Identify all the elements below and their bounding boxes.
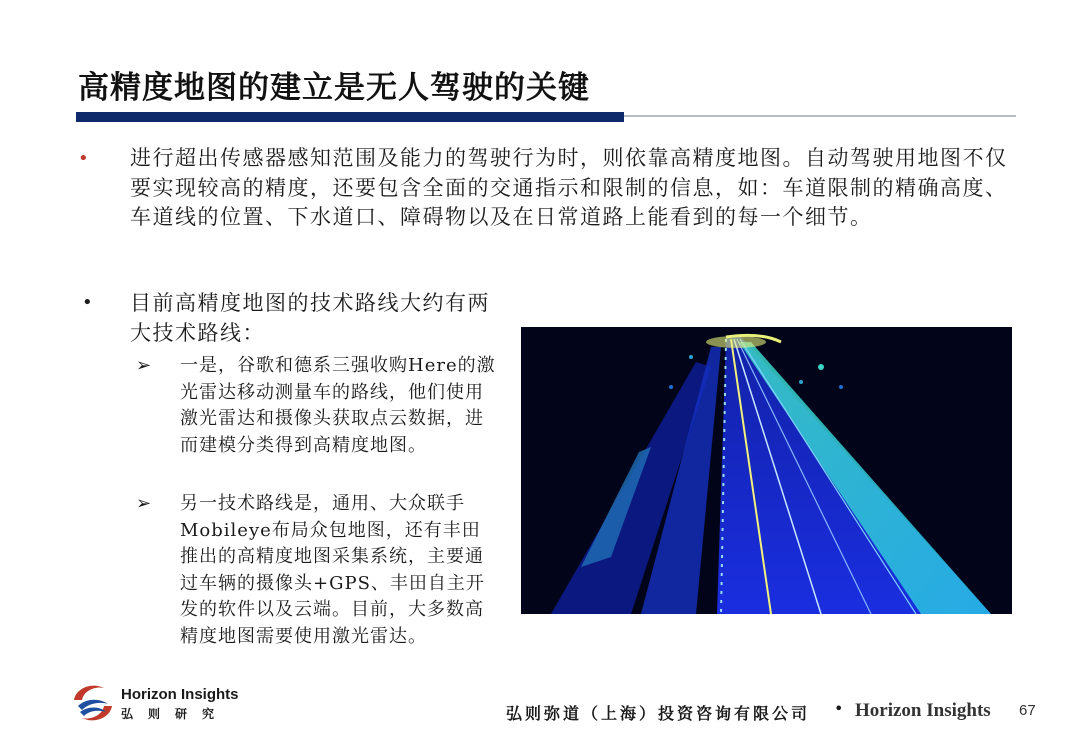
bullet-marker: • xyxy=(82,292,93,313)
logo-text-cn: 弘则研究 xyxy=(121,707,230,721)
footer-separator: • xyxy=(834,699,844,718)
arrow-bullet-icon: ➢ xyxy=(136,355,152,376)
page-number: 67 xyxy=(1019,702,1036,719)
footer-brand: Horizon Insights xyxy=(855,700,991,721)
bullet-paragraph-2: 目前高精度地图的技术路线大约有两大技术路线： xyxy=(130,291,490,345)
sub-bullet-2: 另一技术路线是，通用、大众联手Mobileye布局众包地图，还有丰田推出的高精度地图采集系统，主要通过车辆的摄像头+GPS、丰田自主开发的软件以及云端。目前，大多数高精度地图需要使用激光雷达。 xyxy=(180,493,485,647)
bullet-paragraph-1: 进行超出传感器感知范围及能力的驾驶行为时，则依靠高精度地图。自动驾驶用地图不仅要实现较高的精度，还要包含全面的交通指示和限制的信息，如：车道限制的精确高度、车道线的位置、下水道口、障碍物以及在日常道路上能看到的每一个细节。 xyxy=(130,146,1008,229)
arrow-bullet-icon: ➢ xyxy=(136,493,152,514)
horizon-logo-icon xyxy=(68,678,118,732)
lidar-point-cloud-image xyxy=(521,327,1012,614)
page-title: 高精度地图的建立是无人驾驶的关键 xyxy=(78,70,590,106)
bullet-marker: • xyxy=(78,148,89,169)
logo-text-en: Horizon Insights xyxy=(121,686,239,703)
title-underline-thin xyxy=(624,115,1016,117)
sub-bullet-1: 一是，谷歌和德系三强收购Here的激光雷达移动测量车的路线，他们使用激光雷达和摄像头获取点云数据，进而建模分类得到高精度地图。 xyxy=(180,355,496,456)
footer-company-name: 弘则弥道（上海）投资咨询有限公司 xyxy=(506,704,811,723)
title-underline-bar xyxy=(76,112,624,122)
